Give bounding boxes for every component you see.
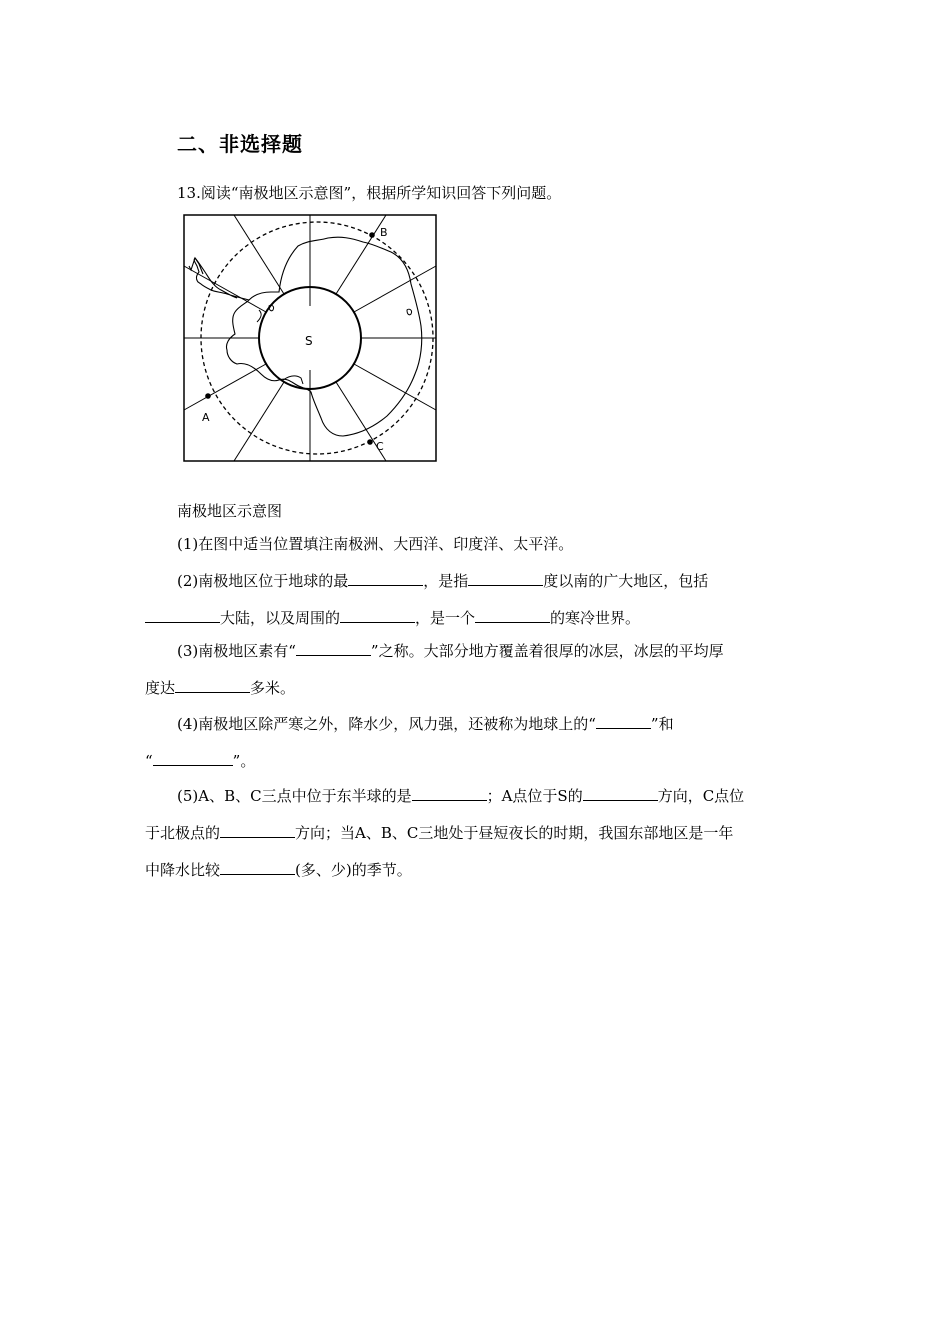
label-b: B <box>380 226 388 239</box>
label-a: A <box>202 411 210 424</box>
q2-part: 大陆，以及周围的 <box>220 609 341 627</box>
q5 <box>145 778 810 889</box>
q2-part: (2)南极地区位于地球的最 <box>177 572 349 590</box>
answer-blank[interactable] <box>220 821 295 838</box>
answer-blank[interactable] <box>412 784 487 801</box>
q5-part: (多、少)的季节。 <box>295 861 412 879</box>
q2-part: ，是一个 <box>415 609 476 627</box>
antarctic-map <box>183 214 437 462</box>
q3-part: (3)南极地区素有“ <box>177 642 296 660</box>
q3 <box>145 633 810 707</box>
q4-part: (4)南极地区除严寒之外，降水少，风力强，还被称为地球上的“ <box>177 715 596 733</box>
section-title: 二、非选择题 <box>177 132 303 156</box>
q2 <box>145 563 810 637</box>
point-a <box>205 393 211 399</box>
label-s: S <box>305 334 313 348</box>
answer-blank[interactable] <box>468 569 543 586</box>
q5-part: 中降水比较 <box>145 861 221 879</box>
q4 <box>145 706 810 780</box>
q1-text: (1)在图中适当位置填注南极洲、大西洋、印度洋、太平洋。 <box>177 535 574 553</box>
q2-part: ，是指 <box>423 572 469 590</box>
label-c: C <box>376 440 384 453</box>
answer-blank[interactable] <box>220 858 295 875</box>
q5-part: 于北极点的 <box>145 824 221 842</box>
answer-blank[interactable] <box>348 569 423 586</box>
q5-part: (5)A、B、C三点中位于东半球的是 <box>177 787 412 805</box>
q2-part: 度以南的广大地区，包括 <box>543 572 709 590</box>
answer-blank[interactable] <box>296 639 371 656</box>
map-caption: 南极地区示意图 <box>177 502 283 520</box>
answer-blank[interactable] <box>596 712 651 729</box>
answer-blank[interactable] <box>475 606 550 623</box>
answer-blank[interactable] <box>175 676 250 693</box>
question-intro: 13.阅读“南极地区示意图”，根据所学知识回答下列问题。 <box>177 184 562 202</box>
q4-part: ”。 <box>232 752 256 770</box>
q2-part: 的寒冷世界。 <box>550 609 641 627</box>
answer-blank[interactable] <box>583 784 658 801</box>
q3-part: 度达 <box>145 679 176 697</box>
q5-part: 方向；当A、B、C三地处于昼短夜长的时期，我国东部地区是一年 <box>295 824 734 842</box>
q1 <box>145 526 810 563</box>
q3-part: ”之称。大部分地方覆盖着很厚的冰层，冰层的平均厚 <box>370 642 724 660</box>
point-b <box>369 232 375 238</box>
q5-part: 方向，C点位 <box>657 787 745 805</box>
answer-blank[interactable] <box>153 749 233 766</box>
answer-blank[interactable] <box>340 606 415 623</box>
q3-part: 多米。 <box>250 679 296 697</box>
q4-part: “ <box>145 752 153 770</box>
q4-part: ”和 <box>650 715 674 733</box>
q5-part: ；A点位于S的 <box>486 787 583 805</box>
answer-blank[interactable] <box>145 606 220 623</box>
point-c <box>367 439 373 445</box>
